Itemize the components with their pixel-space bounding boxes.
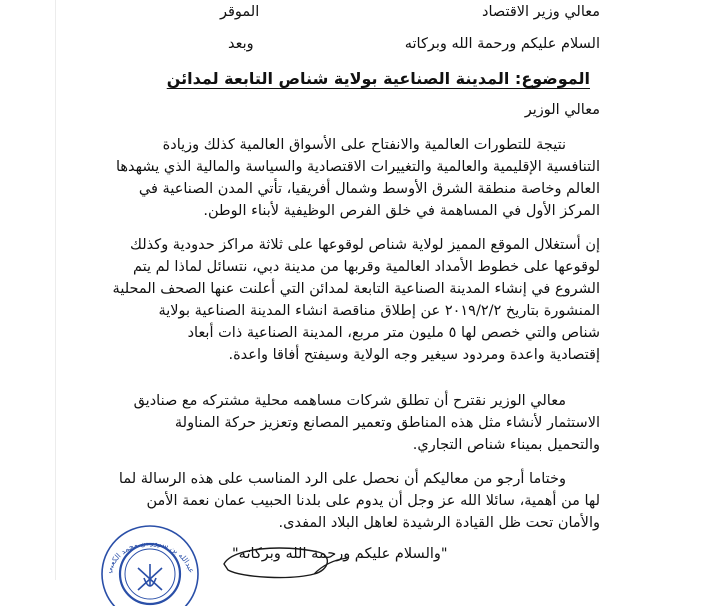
paragraph-line: نتيجة للتطورات العالمية والانفتاح على الأسواق العالمية كذلك وزيادة [162, 137, 566, 153]
signature-scribble [222, 540, 382, 580]
paragraph-line: الاستثمار لأنشاء مثل هذه المناطق وتعمير المصانع وتعزيز حركة المناولة [174, 415, 600, 431]
honorific: الموقر [220, 4, 260, 20]
paragraph-line: الشروع في إنشاء المدينة الصناعية التابعة لمدائن التي أعلنت عنها الصحف المحلية [112, 281, 600, 297]
greeting: السلام عليكم ورحمة الله وبركاته [404, 36, 600, 52]
salutation: معالي الوزير [524, 102, 600, 118]
paragraph-line: والتحميل بميناء شناص التجاري. [412, 437, 600, 453]
paragraph-line: شناص والتي خصص لها ٥ مليون متر مربع، المدينة الصناعية ذات أبعاد [187, 325, 600, 341]
subject-line: الموضوع: المدينة الصناعية بولاية شناص التابعة لمدائن [166, 69, 590, 88]
paragraph-line: المنشورة بتاريخ ٢٠١٩/٢/٢ عن إطلاق مناقصة انشاء المدينة الصناعية بولاية [158, 303, 600, 319]
oman-emblem-icon [138, 564, 162, 590]
paragraph-line: التنافسية الإقليمية والعالمية والتغييرات الاقتصادية والسياسة والمالية الذي يشهدها [115, 159, 600, 175]
paragraph-line: إقتصادية واعدة ومردود سيغير وجه الولاية وسيفتح أفاقا واعدة. [228, 347, 600, 363]
paragraph-2 [70, 234, 600, 366]
after-greeting: وبعد [228, 36, 254, 52]
paragraph-line: لها من أهمية، سائلا الله عز وجل أن يدوم على بلدنا الحبيب عمان نعمة الأمن [146, 493, 600, 509]
paragraph-line: لوقوعها على خطوط الأمداد العالمية وقربها من مدينة دبي، نتسائل لماذا لم يتم [133, 259, 600, 275]
official-stamp [98, 516, 202, 606]
addressee: معالي وزير الاقتصاد [482, 4, 600, 20]
paragraph-line: معالي الوزير نقترح أن تطلق شركات مساهمه محلية مشتركه مع صناديق [133, 393, 566, 409]
stamp-text: عبدالله بن سرور بن محمد الكعبي [103, 537, 197, 575]
closing-line: "والسلام عليكم ورحمة الله وبركاته" [232, 546, 448, 562]
paragraph-3 [70, 390, 600, 456]
paragraph-line: العالم وخاصة منطقة الشرق الأوسط وشمال أفريقيا، تأتي المدن الصناعية في [138, 181, 600, 197]
paragraph-line: وختاما أرجو من معاليكم أن نحصل على الرد المناسب على هذه الرسالة لما [118, 471, 566, 487]
paragraph-line: والأمان تحت ظل القيادة الرشيدة لعاهل البلاد المفدى. [278, 515, 600, 531]
paragraph-line: المركز الأول في المساهمة في خلق الفرص الوظيفية لأبناء الوطن. [203, 203, 600, 219]
paragraph-1 [70, 134, 600, 222]
paragraph-line: إن أستغلال الموقع المميز لولاية شناص لوقوعها على ثلاثة مراكز حدودية وكذلك [130, 237, 600, 253]
